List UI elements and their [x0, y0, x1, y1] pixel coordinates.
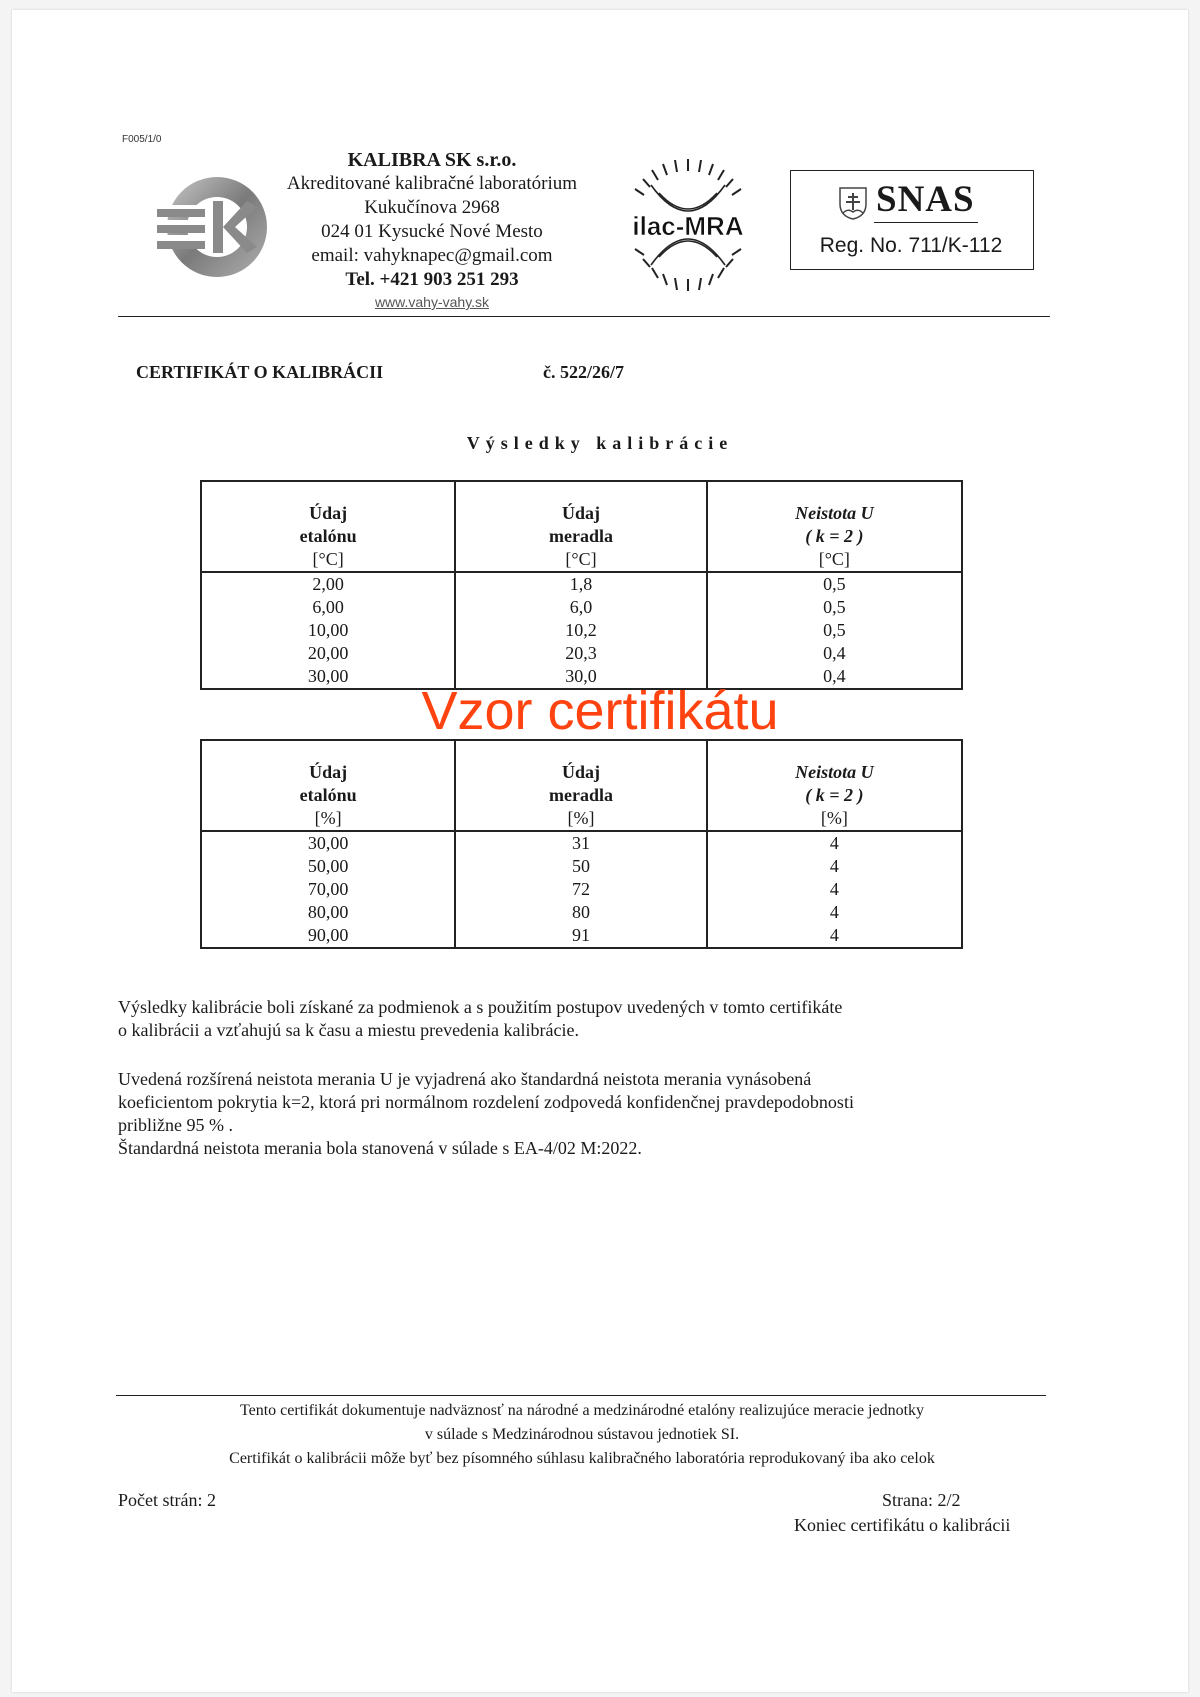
- ilac-mra-logo-icon: [617, 155, 759, 295]
- footer-note-line: v súlade s Medzinárodnou sústavou jednotiek SI.: [424, 1426, 740, 1443]
- end-of-certificate: Koniec certifikátu o kalibrácii: [794, 1515, 1011, 1535]
- form-code: F005/1/0: [122, 134, 162, 145]
- table-row: 50,00 50 4: [201, 855, 962, 878]
- column-header-uncertainty: Neistota U ( k = 2 ) [%]: [707, 740, 962, 831]
- company-name: KALIBRA SK s.r.o.: [347, 149, 517, 171]
- snas-underline: [874, 222, 978, 223]
- company-block: [282, 148, 582, 312]
- snas-reg-number: Reg. No. 711/K-112: [819, 234, 1003, 257]
- table-header-row: [201, 481, 962, 572]
- paragraph-line: o kalibrácii a vzťahujú sa k času a miestu prevedenia kalibrácie.: [118, 1020, 579, 1040]
- certificate-title: CERTIFIKÁT O KALIBRÁCII: [136, 362, 384, 382]
- sample-watermark: Vzor certifikátu: [421, 681, 779, 741]
- table-header-row: [201, 740, 962, 831]
- certificate-number: č. 522/26/7: [543, 362, 624, 382]
- table-row: 90,00 91 4: [201, 924, 962, 948]
- table-row: 70,00 72 4: [201, 878, 962, 901]
- column-header-uncertainty: Neistota U ( k = 2 ) [°C]: [707, 481, 962, 572]
- paragraph-line: Výsledky kalibrácie boli získané za podmienok a s použitím postupov uvedených v tomto certifikáte: [118, 997, 843, 1017]
- certificate-page: [12, 10, 1188, 1692]
- website-link[interactable]: www.vahy-vahy.sk: [374, 294, 490, 310]
- kalibra-logo-icon: [155, 173, 273, 281]
- table-row: 10,00 10,2 0,5: [201, 619, 962, 642]
- slovak-shield-icon: [838, 186, 868, 220]
- table-row: 6,00 6,0 0,5: [201, 596, 962, 619]
- column-header-standard: Údaj etalónu [%]: [201, 740, 455, 831]
- table-row: 2,00 1,8 0,5: [201, 572, 962, 596]
- ilac-mra-text: ilac-MRA: [632, 211, 744, 241]
- temperature-results-table: [200, 480, 963, 690]
- footer-divider: [116, 1395, 1046, 1396]
- uncertainty-paragraph: [118, 1068, 1018, 1160]
- column-header-instrument: Údaj meradla [%]: [455, 740, 706, 831]
- humidity-results-table: [200, 739, 963, 949]
- table-row: 30,00 31 4: [201, 831, 962, 855]
- table-row: 30,00 30,0 0,4: [201, 665, 962, 689]
- footer-note-line: Certifikát o kalibrácii môže byť bez písomného súhlasu kalibračného laboratória reprodukovaný iba ako celok: [229, 1450, 935, 1467]
- traceability-note: [102, 1399, 1062, 1471]
- lab-type: Akreditované kalibračné laboratórium: [286, 173, 578, 194]
- column-header-instrument: Údaj meradla [°C]: [455, 481, 706, 572]
- paragraph-line: približne 95 % .: [118, 1115, 233, 1135]
- city-address: 024 01 Kysucké Nové Mesto: [321, 221, 543, 242]
- snas-title: SNAS: [876, 179, 975, 220]
- column-header-standard: Údaj etalónu [°C]: [201, 481, 455, 572]
- table-row: 80,00 80 4: [201, 901, 962, 924]
- paragraph-line: Uvedená rozšírená neistota merania U je vyjadrená ako štandardná neistota merania vynásobená: [118, 1069, 812, 1089]
- street-address: Kukučínova 2968: [364, 197, 500, 218]
- header-divider: [118, 316, 1050, 317]
- phone: Tel. +421 903 251 293: [345, 269, 519, 290]
- footer-note-line: Tento certifikát dokumentuje nadväznosť na národné a medzinárodné etalóny realizujúce meracie jednotky: [239, 1402, 925, 1419]
- table-row: 20,00 20,3 0,4: [201, 642, 962, 665]
- page-number: Strana: 2/2: [882, 1490, 961, 1510]
- page-count: Počet strán: 2: [118, 1490, 216, 1510]
- paragraph-line: Štandardná neistota merania bola stanovená v súlade s EA-4/02 M:2022.: [118, 1138, 642, 1158]
- email: email: vahyknapec@gmail.com: [311, 245, 553, 266]
- results-validity-paragraph: [118, 996, 1018, 1042]
- paragraph-line: koeficientom pokrytia k=2, ktorá pri normálnom rozdelení zodpovedá konfidenčnej pravdepodobnosti: [118, 1092, 854, 1112]
- results-heading: Výsledky kalibrácie: [466, 433, 734, 453]
